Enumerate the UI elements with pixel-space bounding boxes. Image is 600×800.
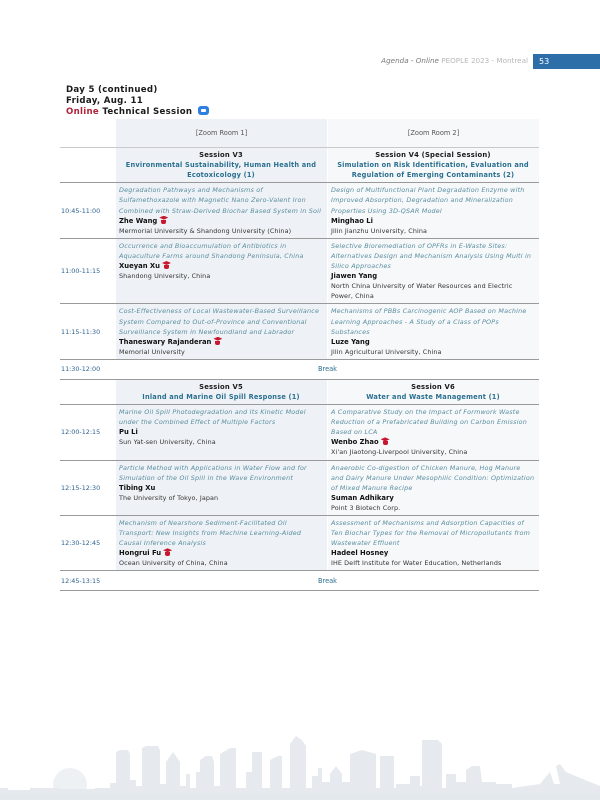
time-spacer — [60, 380, 116, 404]
talk-title: Cost-Effectiveness of Local Wastewater-Based Surveillance System Compared to Out-of-Province and Conventional Surveillance System in Newfoundland and Labrador — [119, 307, 320, 336]
talk-cell — [116, 183, 327, 237]
break-time: 11:30-12:00 — [61, 365, 101, 374]
presenter-name: Luze Yang — [331, 337, 370, 346]
session-header — [116, 380, 327, 404]
session-type-label: Technical Session — [99, 107, 193, 117]
time-slot: 11:15-11:30 — [61, 327, 101, 336]
session-title: Inland and Marine Oil Spill Response (1) — [142, 392, 300, 401]
affiliation: Memorial University — [119, 347, 185, 356]
affiliation: Xi'an Jiaotong-Liverpool University, China — [331, 448, 468, 457]
break-time: 12:45-13:15 — [61, 576, 101, 585]
talk-cell — [327, 304, 539, 358]
session-title: Water and Waste Management (1) — [366, 392, 500, 401]
day-title: Day 5 (continued) — [66, 85, 158, 95]
talk-title: Mechanisms of PBBs Carcinogenic AOP Based on Machine Learning Approaches - A Study of a Class of POPs Substances — [331, 307, 527, 336]
presenter — [331, 337, 535, 347]
presenter — [119, 261, 323, 271]
header-conference: PEOPLE 2023 - Montreal — [441, 56, 528, 65]
table-row — [60, 304, 539, 359]
talk-title: Particle Method with Applications in Water Flow and for Simulation of the Oil Spill in the Wave Environment — [119, 463, 307, 482]
table-row — [60, 239, 539, 305]
talk-title: Assessment of Mechanisms and Adsorption Capacities of Ten Biochar Types for the Removal of Micropollutants from Wastewater Effluent — [331, 519, 531, 548]
session-header — [116, 148, 327, 182]
session-title: Simulation on Risk Identification, Evaluation and Regulation of Emerging Contaminants (2) — [337, 161, 529, 180]
presenter — [331, 271, 535, 281]
presenter-name: Hongrui Fu — [119, 549, 162, 558]
talk-title: Degradation Pathways and Mechanisms of Sulfamethoxazole with Magnetic Nano Zero-Valent Iron Combined with Straw-Derived Biochar Based System in Soil — [119, 186, 322, 215]
graduation-cap-icon — [162, 261, 171, 269]
affiliation: Sun Yat-sen University, China — [119, 438, 216, 447]
affiliation: North China University of Water Resources and Electric Power, China — [331, 282, 513, 301]
talk-title: A Comparative Study on the Impact of Formwork Waste Reduction of a Prefabricated Building on Carbon Emission Based on LCA — [331, 408, 528, 437]
talk-cell — [116, 405, 327, 459]
presenter-name: Xueyan Xu — [119, 262, 160, 271]
time-slot: 10:45-11:00 — [61, 206, 101, 215]
montreal-skyline-illustration — [0, 710, 600, 800]
presenter — [119, 216, 323, 226]
affiliation: IHE Delft Institute for Water Education, Netherlands — [331, 559, 502, 568]
room-1-label: [Zoom Room 1] — [116, 119, 327, 147]
presenter — [331, 216, 535, 226]
affiliation: Point 3 Biotech Corp. — [331, 503, 401, 512]
table-row — [60, 183, 539, 238]
break-label: Break — [317, 365, 337, 374]
graduation-cap-icon — [381, 437, 390, 445]
affiliation: The University of Tokyo, Japan — [119, 493, 219, 502]
day-heading — [66, 85, 209, 118]
table-row — [60, 516, 539, 571]
graduation-cap-icon — [213, 337, 222, 345]
time-slot: 12:15-12:30 — [61, 483, 101, 492]
time-slot: 12:00-12:15 — [61, 428, 101, 437]
presenter-name: Minghao Li — [331, 216, 373, 225]
day-date: Friday, Aug. 11 — [66, 95, 144, 106]
talk-cell — [327, 239, 539, 304]
presenter-name: Wenbo Zhao — [331, 438, 379, 447]
time-spacer — [60, 148, 116, 182]
presenter-name: Tibing Xu — [119, 483, 156, 492]
talk-cell — [116, 461, 327, 515]
affiliation: Ocean University of China, China — [119, 559, 228, 568]
room-2-label: [Zoom Room 2] — [327, 119, 539, 147]
presenter — [119, 427, 323, 437]
graduation-cap-icon — [163, 548, 172, 556]
session-header-row — [60, 380, 539, 405]
session-header — [327, 380, 539, 404]
table-row — [60, 461, 539, 516]
online-label: Online — [66, 107, 100, 117]
talk-cell — [327, 516, 539, 570]
affiliation: Mermorial University & Shandong University (China) — [119, 226, 292, 235]
presenter — [331, 493, 535, 503]
break-row — [60, 360, 539, 380]
talk-cell — [116, 304, 327, 358]
presenter — [331, 548, 535, 558]
talk-title: Anaerobic Co-digestion of Chicken Manure, Hog Manure and Dairy Manure Under Mesophilic Condition: Optimization of Mixed Manure Recipe — [331, 463, 535, 492]
session-label: Session V6 — [411, 382, 455, 391]
break-label: Break — [317, 576, 337, 585]
presenter-name: Jiawen Yang — [331, 272, 378, 281]
presenter-name: Suman Adhikary — [331, 493, 394, 502]
affiliation: Shandong University, China — [119, 272, 211, 281]
session-label: Session V4 (Special Session) — [375, 151, 491, 160]
presenter — [119, 483, 323, 493]
presenter — [119, 548, 323, 558]
room-header-row — [60, 119, 539, 148]
talk-title: Occurrence and Bioaccumulation of Antibiotics in Aquaculture Farms around Shandong Peninsula, China — [119, 241, 304, 260]
talk-cell — [327, 461, 539, 515]
page-header — [0, 54, 600, 70]
presenter — [331, 437, 535, 447]
session-title: Environmental Sustainability, Human Health and Ecotoxicology (1) — [125, 161, 317, 180]
affiliation: Jilin Agricultural University, China — [331, 347, 442, 356]
talk-title: Marine Oil Spill Photodegradation and Its Kinetic Model under the Combined Effect of Multiple Factors — [119, 408, 306, 427]
time-slot: 11:00-11:15 — [61, 267, 101, 276]
time-slot: 12:30-12:45 — [61, 539, 101, 548]
talk-title: Design of Multifunctional Plant Degradation Enzyme with Improved Absorption, Degradation and Mineralization Properties Using 3D-QSAR Model — [331, 186, 525, 215]
table-row — [60, 405, 539, 460]
session-header-row — [60, 148, 539, 183]
schedule-table — [60, 119, 539, 591]
session-label: Session V3 — [199, 151, 243, 160]
talk-cell — [327, 405, 539, 459]
affiliation: Jilin Jianzhu University, China — [331, 226, 428, 235]
session-header — [327, 148, 539, 182]
talk-title: Selective Bioremediation of OPFRs in E-Waste Sites: Alternatives Design and Mechanism Analysis Using Multi in Silico Approaches — [331, 241, 532, 271]
running-header — [381, 56, 528, 65]
ground-strip — [0, 794, 600, 800]
talk-cell — [116, 516, 327, 570]
talk-title: Mechanism of Nearshore Sediment-Facilitated Oil Transport: New Insights from Machine Learning-Aided Causal Inference Analysis — [119, 519, 302, 548]
presenter — [119, 337, 323, 347]
break-row — [60, 571, 539, 591]
header-section: Agenda - Online — [381, 56, 439, 65]
page-number: 53 — [533, 54, 600, 69]
presenter-name: Hadeel Hosney — [331, 549, 389, 558]
talk-cell — [116, 239, 327, 304]
skyline-silhouette — [0, 736, 600, 800]
session-label: Session V5 — [199, 382, 243, 391]
session-type — [66, 106, 209, 118]
talk-cell — [327, 183, 539, 237]
presenter-name: Zhe Wang — [119, 216, 158, 225]
zoom-video-icon — [198, 106, 209, 115]
presenter-name: Thaneswary Rajanderan — [119, 337, 212, 346]
graduation-cap-icon — [159, 216, 168, 224]
presenter-name: Pu Li — [119, 428, 138, 437]
